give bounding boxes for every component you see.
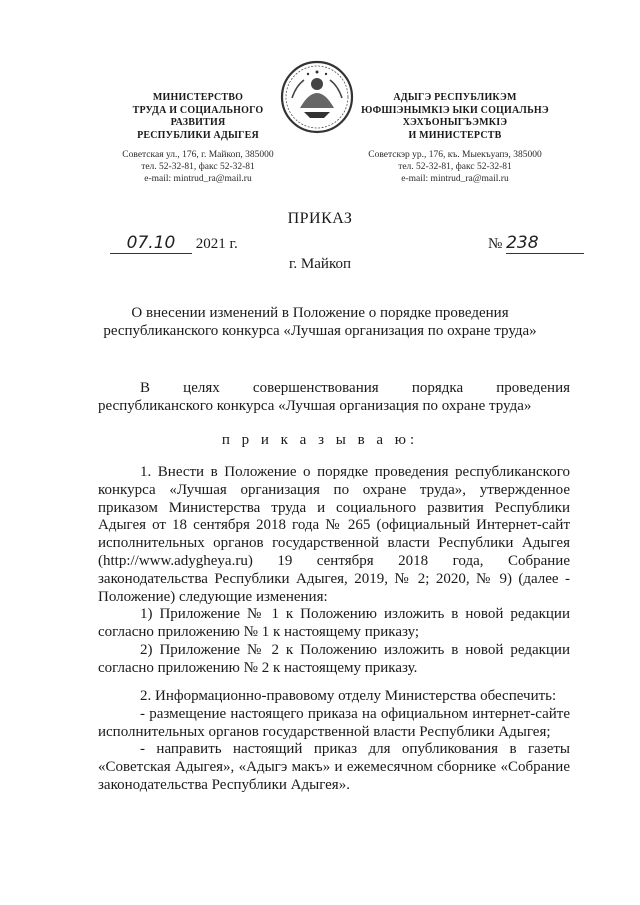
header-right <box>340 92 570 185</box>
item-2-sub-1: - размещение настоящего приказа на официальном интернет-сайте исполнительных органов государственной власти Республики Адыгея; <box>98 705 570 740</box>
item-2 <box>98 688 570 795</box>
ministry-contacts-ru <box>83 149 313 185</box>
city: г. Майкоп <box>288 256 352 272</box>
item-1-text: 1. Внести в Положение о порядке проведения республиканского конкурса «Лучшая организация по охране труда», утвержденное приказом Министерства труда и социального развития Республики Адыгея от 18 сентября 2018 года № 265 (официальный Интернет-сайт исполнительных органов государственной власти Республики Адыгея (http://www.adygheya.ru) 19 сентября 2018 года, Собрание законодательства Республики Адыгея, 2019, № 2; 2020, № 9) (далее - Положение) следующие изменения: <box>98 464 570 605</box>
order-word: п р и к а з ы в а ю: <box>221 432 419 448</box>
phone: тел. 52-32-81, факс 52-32-81 <box>398 162 512 172</box>
ministry-contacts-ady <box>340 149 570 185</box>
document-subject: О внесении изменений в Положение о порядке проведения республиканского конкурса «Лучшая организация по охране труда» <box>103 305 537 339</box>
document-type: ПРИКАЗ <box>287 210 353 227</box>
email: e-mail: mintrud_ra@mail.ru <box>144 174 252 184</box>
number-handwritten: 238 <box>506 233 584 254</box>
ministry-name-ady: АДЫГЭ РЕСПУБЛИКЭМ ЮФШІЭНЫМКІЭ ЫКИ СОЦИАЛЬНЭ ХЭХЪОНЫГЪЭМКІЭ И МИНИСТЕРСТВ <box>361 92 549 141</box>
address: Советская ул., 176, г. Майкоп, 385000 <box>122 150 274 160</box>
document-date <box>110 233 238 254</box>
document-year: 2021 г. <box>195 236 238 252</box>
ministry-name-ru: МИНИСТЕРСТВО ТРУДА И СОЦИАЛЬНОГО РАЗВИТИЯ РЕСПУБЛИКИ АДЫГЕЯ <box>132 92 264 141</box>
address: Советскэр ур., 176, къ. Мыекъуапэ, 385000 <box>368 150 542 160</box>
item-1 <box>98 464 570 678</box>
phone: тел. 52-32-81, факс 52-32-81 <box>141 162 255 172</box>
item-1-sub-1: 1) Приложение № 1 к Положению изложить в новой редакции согласно приложению № 1 к настоящему приказу; <box>98 606 570 641</box>
document-number <box>488 233 584 254</box>
preamble: В целях совершенствования порядка проведения республиканского конкурса «Лучшая организация по охране труда» <box>98 380 570 414</box>
number-prefix: № <box>488 236 503 252</box>
date-handwritten: 07.10 <box>110 233 192 254</box>
email: e-mail: mintrud_ra@mail.ru <box>401 174 509 184</box>
item-2-text: 2. Информационно-правовому отделу Министерства обеспечить: <box>140 688 557 704</box>
item-2-sub-2: - направить настоящий приказ для опубликования в газеты «Советская Адыгея», «Адыгэ макъ» и ежемесячном сборнике «Собрание законодательства Республики Адыгея». <box>98 741 570 793</box>
item-1-sub-2: 2) Приложение № 2 к Положению изложить в новой редакции согласно приложению № 2 к настоящему приказу. <box>98 641 570 676</box>
